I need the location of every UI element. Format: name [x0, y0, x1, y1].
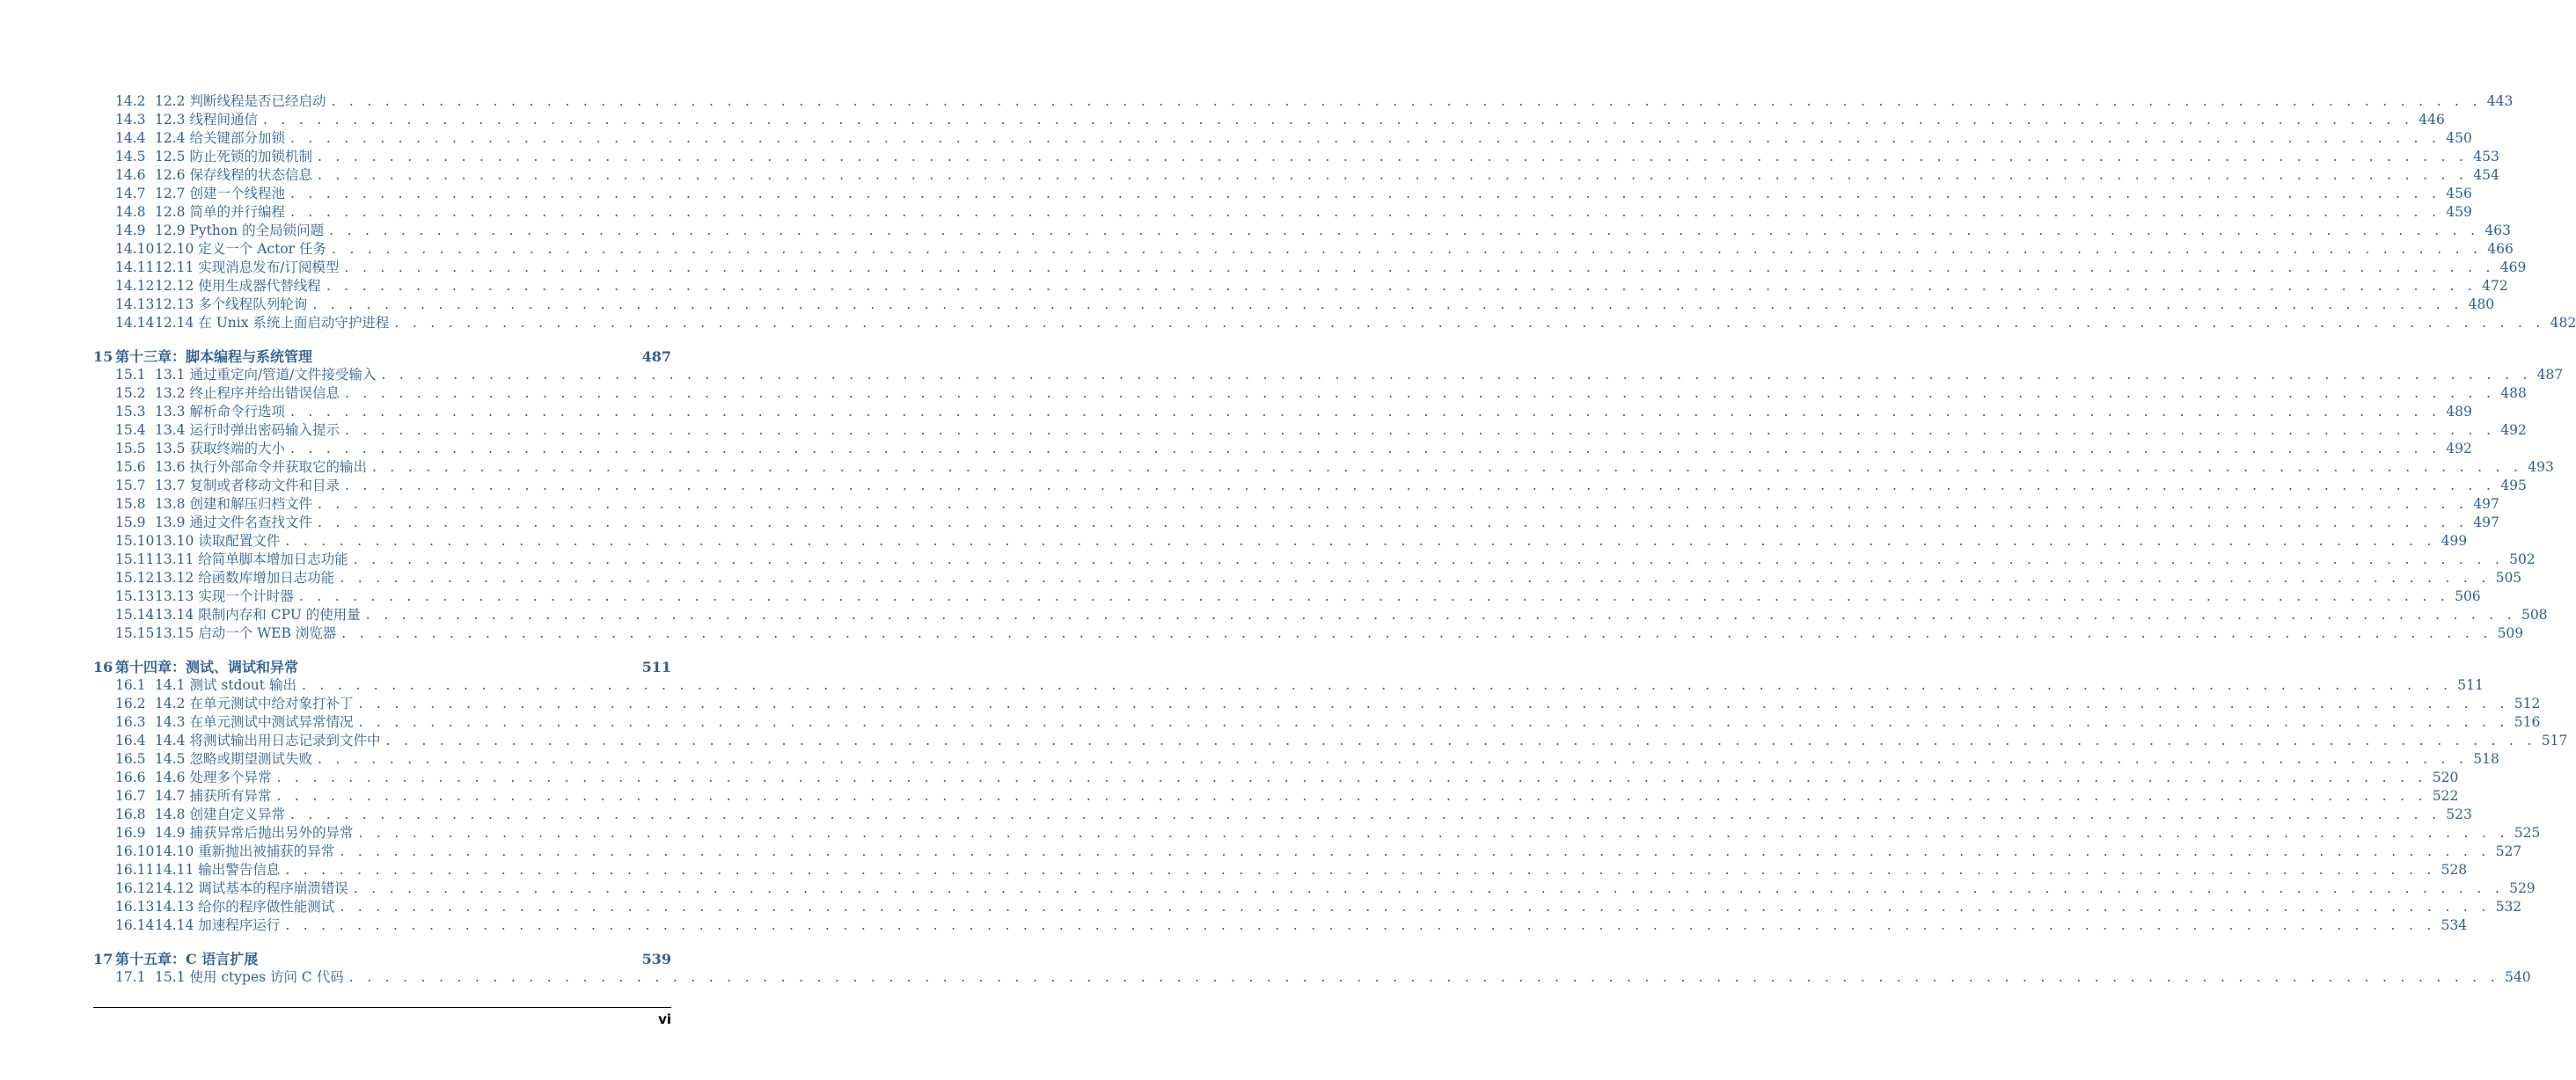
section-page[interactable]: 516	[2514, 714, 2541, 730]
toc-entry[interactable]	[93, 314, 2576, 332]
dot-leader: . . . . . . . . . . . . . . . . . . . . . . . . . . . . . . . . . . . . . . . . . . . . . . . . . . . . . . . . . . . . . . . . . . . . . . . . . . . . . . . . . . . . . . . . . . . . . . . . . . . . . . . . . . . . . . . . . . . . . . . .	[341, 625, 2492, 641]
dot-leader: . . . . . . . . . . . . . . . . . . . . . . . . . . . . . . . . . . . . . . . . . . . . . . . . . . . . . . . . . . . . . . . . . . . . . . . . . . . . . . . . . . . . . . . . . . . . . . . . . . . . . . . . . . . . . . . . . . . . . . . .	[340, 899, 2491, 915]
section-number: 16.8	[115, 806, 146, 822]
dot-leader: . . . . . . . . . . . . . . . . . . . . . . . . . . . . . . . . . . . . . . . . . . . . . . . . . . . . . . . . . . . . . . . . . . . . . . . . . . . . . . . . . . . . . . . . . . . . . . . . . . . . . . . . . . . . . . . . . . . . . . . .	[365, 607, 2516, 623]
section-title[interactable]: 12.13 多个线程队列轮询	[155, 296, 308, 312]
section-number: 15.4	[115, 422, 146, 438]
toc-entry[interactable]	[93, 750, 2499, 769]
section-page[interactable]: 492	[2500, 422, 2527, 438]
dot-leader: . . . . . . . . . . . . . . . . . . . . . . . . . . . . . . . . . . . . . . . . . . . . . . . . . . . . . . . . . . . . . . . . . . . . . . . . . . . . . . . . . . . . . . . . . . . . . . . . . . . . . . . . . . . . . . . . . . . . . . . .	[276, 788, 2427, 804]
section-page[interactable]: 509	[2497, 625, 2524, 641]
section-page[interactable]: 489	[2446, 404, 2472, 420]
toc-entry[interactable]	[93, 203, 2472, 222]
section-page[interactable]: 493	[2528, 459, 2554, 475]
toc-entry[interactable]	[93, 111, 2445, 129]
toc-entry[interactable]	[93, 129, 2472, 148]
section-number: 16.4	[115, 733, 146, 748]
section-number: 14.2	[115, 93, 146, 109]
section-number: 15.5	[115, 441, 146, 456]
section-page[interactable]: 497	[2473, 496, 2499, 512]
section-number: 16.12	[115, 880, 155, 896]
section-number: 17.1	[115, 969, 146, 985]
toc-entry[interactable]	[93, 695, 2541, 713]
section-title[interactable]: 14.6 处理多个异常	[155, 770, 272, 785]
section-title[interactable]: 12.3 线程间通信	[155, 112, 258, 128]
section-page[interactable]: 520	[2432, 770, 2459, 785]
section-number: 16.3	[115, 714, 146, 730]
section-page[interactable]: 522	[2432, 788, 2459, 804]
chapter-number: 15	[93, 348, 113, 365]
section-page[interactable]: 523	[2446, 806, 2472, 822]
section-page[interactable]: 532	[2495, 899, 2522, 915]
section-number: 14.13	[115, 296, 155, 312]
toc-chapter[interactable]	[93, 347, 671, 366]
section-title[interactable]: 13.10 读取配置文件	[155, 533, 281, 549]
dot-leader: . . . . . . . . . . . . . . . . . . . . . . . . . . . . . . . . . . . . . . . . . . . . . . . . . . . . . . . . . . . . . . . . . . . . . . . . . . . . . . . . . . . . . . . . . . . . . . . . . . . . . . . . . . . . . . . . . . . . . . . .	[340, 843, 2491, 859]
section-title[interactable]: 14.1 测试 stdout 输出	[155, 677, 296, 693]
section-page[interactable]: 527	[2495, 843, 2522, 859]
toc-entry[interactable]	[93, 477, 2527, 495]
section-title[interactable]: 13.11 给简单脚本增加日志功能	[155, 551, 348, 567]
dot-leader: . . . . . . . . . . . . . . . . . . . . . . . . . . . . . . . . . . . . . . . . . . . . . . . . . . . . . . . . . . . . . . . . . . . . . . . . . . . . . . . . . . . . . . . . . . . . . . . . . . . . . . . . . . . . . . . . . . . . . . . .	[317, 167, 2469, 183]
dot-leader: . . . . . . . . . . . . . . . . . . . . . . . . . . . . . . . . . . . . . . . . . . . . . . . . . . . . . . . . . . . . . . . . . . . . . . . . . . . . . . . . . . . . . . . . . . . . . . . . . . . . . . . . . . . . . . . . . . . . . . . .	[285, 917, 2436, 933]
toc-entry[interactable]	[93, 806, 2472, 824]
section-number: 15.15	[115, 625, 155, 641]
section-title[interactable]: 12.9 Python 的全局锁问题	[155, 223, 325, 238]
section-page[interactable]: 466	[2487, 241, 2514, 257]
toc-entry[interactable]	[93, 240, 2514, 259]
section-page[interactable]: 506	[2455, 588, 2481, 604]
section-number: 14.14	[115, 315, 155, 331]
section-page[interactable]: 454	[2473, 167, 2499, 183]
chapter-title[interactable]: 第十四章：测试、调试和异常	[115, 659, 299, 675]
section-title[interactable]: 12.2 判断线程是否已经启动	[155, 93, 326, 109]
section-page[interactable]: 443	[2486, 93, 2514, 109]
dot-leader: . . . . . . . . . . . . . . . . . . . . . . . . . . . . . . . . . . . . . . . . . . . . . . . . . . . . . . . . . . . . . . . . . . . . . . . . . . . . . . . . . . . . . . . . . . . . . . . . . . . . . . . . . . . . . . . . . . . . . . . .	[276, 770, 2427, 785]
dot-leader: . . . . . . . . . . . . . . . . . . . . . . . . . . . . . . . . . . . . . . . . . . . . . . . . . . . . . . . . . . . . . . . . . . . . . . . . . . . . . . . . . . . . . . . . . . . . . . . . . . . . . . . . . . . . . . . . . . . . . . . .	[371, 459, 2523, 475]
section-page[interactable]: 508	[2521, 607, 2548, 623]
dot-leader: . . . . . . . . . . . . . . . . . . . . . . . . . . . . . . . . . . . . . . . . . . . . . . . . . . . . . . . . . . . . . . . . . . . . . . . . . . . . . . . . . . . . . . . . . . . . . . . . . . . . . . . . . . . . . . . . . . . . . . . .	[394, 315, 2545, 331]
toc-entry[interactable]	[93, 458, 2554, 477]
dot-leader: . . . . . . . . . . . . . . . . . . . . . . . . . . . . . . . . . . . . . . . . . . . . . . . . . . . . . . . . . . . . . . . . . . . . . . . . . . . . . . . . . . . . . . . . . . . . . . . . . . . . . . . . . . . . . . . . . . . . . . . .	[317, 751, 2469, 767]
toc-entry[interactable]	[93, 185, 2472, 203]
section-number: 15.13	[115, 588, 155, 604]
section-page[interactable]: 446	[2419, 112, 2445, 128]
section-title[interactable]: 13.3 解析命令行选项	[155, 404, 285, 420]
toc-entry[interactable]	[93, 898, 2522, 916]
section-title[interactable]: 14.8 创建自定义异常	[155, 806, 285, 822]
section-number: 14.9	[115, 223, 146, 238]
section-title[interactable]: 13.8 创建和解压归档文件	[155, 496, 312, 512]
toc-entry[interactable]	[93, 587, 2481, 606]
dot-leader: . . . . . . . . . . . . . . . . . . . . . . . . . . . . . . . . . . . . . . . . . . . . . . . . . . . . . . . . . . . . . . . . . . . . . . . . . . . . . . . . . . . . . . . . . . . . . . . . . . . . . . . . . . . . . . . . . . . . . . . .	[348, 969, 2499, 985]
section-title[interactable]: 12.6 保存线程的状态信息	[155, 167, 312, 183]
dot-leader: . . . . . . . . . . . . . . . . . . . . . . . . . . . . . . . . . . . . . . . . . . . . . . . . . . . . . . . . . . . . . . . . . . . . . . . . . . . . . . . . . . . . . . . . . . . . . . . . . . . . . . . . . . . . . . . . . . . . . . . .	[285, 862, 2436, 878]
chapter-number: 17	[93, 951, 113, 967]
toc-entry[interactable]	[93, 166, 2499, 185]
section-number: 14.12	[115, 278, 155, 294]
dot-leader: . . . . . . . . . . . . . . . . . . . . . . . . . . . . . . . . . . . . . . . . . . . . . . . . . . . . . . . . . . . . . . . . . . . . . . . . . . . . . . . . . . . . . . . . . . . . . . . . . . . . . . . . . . . . . . . . . . . . . . . .	[289, 441, 2441, 456]
toc-entry[interactable]	[93, 296, 2495, 314]
dot-leader: . . . . . . . . . . . . . . . . . . . . . . . . . . . . . . . . . . . . . . . . . . . . . . . . . . . . . . . . . . . . . . . . . . . . . . . . . . . . . . . . . . . . . . . . . . . . . . . . . . . . . . . . . . . . . . . . . . . . . . . .	[344, 259, 2495, 275]
toc-entry[interactable]	[93, 148, 2499, 166]
dot-leader: . . . . . . . . . . . . . . . . . . . . . . . . . . . . . . . . . . . . . . . . . . . . . . . . . . . . . . . . . . . . . . . . . . . . . . . . . . . . . . . . . . . . . . . . . . . . . . . . . . . . . . . . . . . . . . . . . . . . . . . .	[332, 241, 2483, 257]
dot-leader: . . . . . . . . . . . . . . . . . . . . . . . . . . . . . . . . . . . . . . . . . . . . . . . . . . . . . . . . . . . . . . . . . . . . . . . . . . . . . . . . . . . . . . . . . . . . . . . . . . . . . . . . . . . . . . . . . . . . . . . .	[329, 223, 2480, 238]
section-page[interactable]: 497	[2473, 514, 2499, 530]
dot-leader: . . . . . . . . . . . . . . . . . . . . . . . . . . . . . . . . . . . . . . . . . . . . . . . . . . . . . . . . . . . . . . . . . . . . . . . . . . . . . . . . . . . . . . . . . . . . . . . . . . . . . . . . . . . . . . . . . . . . . . . .	[385, 733, 2536, 748]
dot-leader: . . . . . . . . . . . . . . . . . . . . . . . . . . . . . . . . . . . . . . . . . . . . . . . . . . . . . . . . . . . . . . . . . . . . . . . . . . . . . . . . . . . . . . . . . . . . . . . . . . . . . . . . . . . . . . . . . . . . . . . .	[262, 112, 2414, 128]
section-number: 16.6	[115, 770, 146, 785]
section-number: 15.11	[115, 551, 155, 567]
dot-leader: . . . . . . . . . . . . . . . . . . . . . . . . . . . . . . . . . . . . . . . . . . . . . . . . . . . . . . . . . . . . . . . . . . . . . . . . . . . . . . . . . . . . . . . . . . . . . . . . . . . . . . . . . . . . . . . . . . . . . . . .	[317, 496, 2469, 512]
toc-entry[interactable]	[93, 277, 2508, 296]
dot-leader: . . . . . . . . . . . . . . . . . . . . . . . . . . . . . . . . . . . . . . . . . . . . . . . . . . . . . . . . . . . . . . . . . . . . . . . . . . . . . . . . . . . . . . . . . . . . . . . . . . . . . . . . . . . . . . . . . . . . . . . .	[358, 825, 2509, 841]
toc-entry[interactable]	[93, 551, 2536, 569]
toc-entry[interactable]	[93, 769, 2459, 787]
toc-entry[interactable]	[93, 676, 2484, 695]
section-number: 14.3	[115, 112, 146, 128]
section-title[interactable]: 13.9 通过文件名查找文件	[155, 514, 312, 530]
section-title[interactable]: 13.5 获取终端的大小	[155, 441, 285, 456]
section-title[interactable]: 14.12 调试基本的程序崩溃错误	[155, 880, 348, 896]
dot-leader: . . . . . . . . . . . . . . . . . . . . . . . . . . . . . . . . . . . . . . . . . . . . . . . . . . . . . . . . . . . . . . . . . . . . . . . . . . . . . . . . . . . . . . . . . . . . . . . . . . . . . . . . . . . . . . . . . . . . . . . .	[289, 806, 2441, 822]
dot-leader: . . . . . . . . . . . . . . . . . . . . . . . . . . . . . . . . . . . . . . . . . . . . . . . . . . . . . . . . . . . . . . . . . . . . . . . . . . . . . . . . . . . . . . . . . . . . . . . . . . . . . . . . . . . . . . . . . . . . . . . .	[289, 186, 2441, 201]
section-page[interactable]: 453	[2473, 149, 2499, 164]
section-page[interactable]: 525	[2514, 825, 2541, 841]
toc-entry[interactable]	[93, 532, 2468, 551]
chapter-page[interactable]: 487	[641, 348, 671, 365]
dot-leader: . . . . . . . . . . . . . . . . . . . . . . . . . . . . . . . . . . . . . . . . . . . . . . . . . . . . . . . . . . . . . . . . . . . . . . . . . . . . . . . . . . . . . . . . . . . . . . . . . . . . . . . . . . . . . . . . . . . . . . . .	[289, 404, 2441, 420]
dot-leader: . . . . . . . . . . . . . . . . . . . . . . . . . . . . . . . . . . . . . . . . . . . . . . . . . . . . . . . . . . . . . . . . . . . . . . . . . . . . . . . . . . . . . . . . . . . . . . . . . . . . . . . . . . . . . . . . . . . . . . . .	[317, 514, 2469, 530]
section-page[interactable]: 456	[2446, 186, 2472, 201]
section-page[interactable]: 488	[2500, 385, 2527, 401]
section-page[interactable]: 512	[2514, 696, 2541, 711]
toc-entry[interactable]	[93, 366, 2564, 384]
dot-leader: . . . . . . . . . . . . . . . . . . . . . . . . . . . . . . . . . . . . . . . . . . . . . . . . . . . . . . . . . . . . . . . . . . . . . . . . . . . . . . . . . . . . . . . . . . . . . . . . . . . . . . . . . . . . . . . . . . . . . . . .	[326, 278, 2477, 294]
toc-entry[interactable]	[93, 861, 2468, 879]
section-number: 16.10	[115, 843, 155, 859]
section-title[interactable]: 13.13 实现一个计时器	[155, 588, 294, 604]
section-page[interactable]: 472	[2482, 278, 2508, 294]
footer-rule	[93, 1007, 671, 1008]
section-number: 16.9	[115, 825, 146, 841]
toc-entry[interactable]	[93, 514, 2499, 532]
chapter-title[interactable]: 第十五章：C 语言扩展	[115, 951, 259, 967]
section-title[interactable]: 13.15 启动一个 WEB 浏览器	[155, 625, 337, 641]
section-title[interactable]: 13.14 限制内存和 CPU 的使用量	[155, 607, 361, 623]
section-title[interactable]: 14.11 输出警告信息	[155, 862, 281, 878]
section-title[interactable]: 14.10 重新抛出被捕获的异常	[155, 843, 335, 859]
section-number: 16.13	[115, 899, 155, 915]
section-title[interactable]: 12.7 创建一个线程池	[155, 186, 285, 201]
section-number: 16.5	[115, 751, 146, 767]
section-number: 14.6	[115, 167, 146, 183]
section-number: 16.11	[115, 862, 155, 878]
dot-leader: . . . . . . . . . . . . . . . . . . . . . . . . . . . . . . . . . . . . . . . . . . . . . . . . . . . . . . . . . . . . . . . . . . . . . . . . . . . . . . . . . . . . . . . . . . . . . . . . . . . . . . . . . . . . . . . . . . . . . . . .	[353, 880, 2505, 896]
dot-leader: . . . . . . . . . . . . . . . . . . . . . . . . . . . . . . . . . . . . . . . . . . . . . . . . . . . . . . . . . . . . . . . . . . . . . . . . . . . . . . . . . . . . . . . . . . . . . . . . . . . . . . . . . . . . . . . . . . . . . . . .	[312, 296, 2463, 312]
toc-entry[interactable]	[93, 606, 2548, 624]
dot-leader: . . . . . . . . . . . . . . . . . . . . . . . . . . . . . . . . . . . . . . . . . . . . . . . . . . . . . . . . . . . . . . . . . . . . . . . . . . . . . . . . . . . . . . . . . . . . . . . . . . . . . . . . . . . . . . . . . . . . . . . .	[344, 385, 2496, 401]
toc-entry[interactable]	[93, 384, 2527, 403]
toc-entry[interactable]	[93, 421, 2527, 440]
section-title[interactable]: 12.14 在 Unix 系统上面启动守护进程	[155, 315, 390, 331]
toc-entry[interactable]	[93, 440, 2472, 458]
toc-entry[interactable]	[93, 222, 2511, 240]
section-title[interactable]: 13.6 执行外部命令并获取它的输出	[155, 459, 367, 475]
section-page[interactable]: 529	[2509, 880, 2536, 896]
section-page[interactable]: 469	[2499, 259, 2527, 275]
toc-entry[interactable]	[93, 916, 2468, 935]
toc-chapter[interactable]	[93, 950, 671, 968]
dot-leader: . . . . . . . . . . . . . . . . . . . . . . . . . . . . . . . . . . . . . . . . . . . . . . . . . . . . . . . . . . . . . . . . . . . . . . . . . . . . . . . . . . . . . . . . . . . . . . . . . . . . . . . . . . . . . . . . . . . . . . . .	[358, 714, 2509, 730]
section-number: 16.7	[115, 788, 146, 804]
dot-leader: . . . . . . . . . . . . . . . . . . . . . . . . . . . . . . . . . . . . . . . . . . . . . . . . . . . . . . . . . . . . . . . . . . . . . . . . . . . . . . . . . . . . . . . . . . . . . . . . . . . . . . . . . . . . . . . . . . . . . . . .	[317, 149, 2469, 164]
dot-leader: . . . . . . . . . . . . . . . . . . . . . . . . . . . . . . . . . . . . . . . . . . . . . . . . . . . . . . . . . . . . . . . . . . . . . . . . . . . . . . . . . . . . . . . . . . . . . . . . . . . . . . . . . . . . . . . . . . . . . . . .	[289, 130, 2441, 146]
section-number: 16.14	[115, 917, 155, 933]
section-page[interactable]: 502	[2509, 551, 2536, 567]
section-title[interactable]: 14.7 捕获所有异常	[155, 788, 272, 804]
section-title[interactable]: 14.14 加速程序运行	[155, 917, 281, 933]
section-number: 14.5	[115, 149, 146, 164]
toc-chapter[interactable]	[93, 658, 671, 676]
section-title[interactable]: 13.1 通过重定向/管道/文件接受输入	[155, 367, 377, 383]
dot-leader: . . . . . . . . . . . . . . . . . . . . . . . . . . . . . . . . . . . . . . . . . . . . . . . . . . . . . . . . . . . . . . . . . . . . . . . . . . . . . . . . . . . . . . . . . . . . . . . . . . . . . . . . . . . . . . . . . . . . . . . .	[301, 677, 2453, 693]
toc-entry[interactable]	[93, 968, 2531, 987]
toc-entry[interactable]	[93, 259, 2527, 277]
section-number: 15.7	[115, 478, 146, 493]
section-page[interactable]: 505	[2495, 570, 2522, 586]
toc-entry[interactable]	[93, 624, 2524, 643]
section-title[interactable]: 14.2 在单元测试中给对象打补丁	[155, 696, 354, 711]
section-title[interactable]: 14.9 捕获异常后抛出另外的异常	[155, 825, 354, 841]
section-page[interactable]: 511	[2457, 677, 2484, 693]
toc-entry[interactable]	[93, 495, 2499, 514]
chapter-title[interactable]: 第十三章：脚本编程与系统管理	[115, 348, 313, 365]
table-of-contents	[93, 92, 2576, 987]
section-number: 14.11	[115, 259, 155, 275]
section-page[interactable]: 450	[2446, 130, 2472, 146]
section-number: 15.12	[115, 570, 155, 586]
dot-leader: . . . . . . . . . . . . . . . . . . . . . . . . . . . . . . . . . . . . . . . . . . . . . . . . . . . . . . . . . . . . . . . . . . . . . . . . . . . . . . . . . . . . . . . . . . . . . . . . . . . . . . . . . . . . . . . . . . . . . . . .	[344, 422, 2496, 438]
section-number: 15.9	[115, 514, 146, 530]
section-number: 15.10	[115, 533, 155, 549]
section-title[interactable]: 13.12 给函数库增加日志功能	[155, 570, 335, 586]
toc-entry[interactable]	[93, 92, 2514, 111]
toc-entry[interactable]	[93, 879, 2536, 898]
section-page[interactable]: 480	[2468, 296, 2495, 312]
section-number: 14.10	[115, 241, 155, 257]
section-number: 16.1	[115, 677, 146, 693]
section-title[interactable]: 12.10 定义一个 Actor 任务	[155, 241, 326, 257]
toc-entry[interactable]	[93, 824, 2541, 843]
section-page[interactable]: 528	[2441, 862, 2468, 878]
section-number: 15.6	[115, 459, 146, 475]
section-title[interactable]: 14.3 在单元测试中测试异常情况	[155, 714, 354, 730]
section-page[interactable]: 492	[2446, 441, 2472, 456]
section-number: 14.8	[115, 204, 146, 220]
section-number: 14.7	[115, 186, 146, 201]
section-title[interactable]: 13.2 终止程序并给出错误信息	[155, 385, 340, 401]
section-title[interactable]: 13.4 运行时弹出密码输入提示	[155, 422, 340, 438]
section-number: 15.1	[115, 367, 146, 383]
chapter-page[interactable]: 511	[641, 659, 671, 675]
dot-leader: . . . . . . . . . . . . . . . . . . . . . . . . . . . . . . . . . . . . . . . . . . . . . . . . . . . . . . . . . . . . . . . . . . . . . . . . . . . . . . . . . . . . . . . . . . . . . . . . . . . . . . . . . . . . . . . . . . . . . . . .	[358, 696, 2509, 711]
section-page[interactable]: 518	[2473, 751, 2499, 767]
dot-leader: . . . . . . . . . . . . . . . . . . . . . . . . . . . . . . . . . . . . . . . . . . . . . . . . . . . . . . . . . . . . . . . . . . . . . . . . . . . . . . . . . . . . . . . . . . . . . . . . . . . . . . . . . . . . . . . . . . . . . . . .	[285, 533, 2436, 549]
dot-leader: . . . . . . . . . . . . . . . . . . . . . . . . . . . . . . . . . . . . . . . . . . . . . . . . . . . . . . . . . . . . . . . . . . . . . . . . . . . . . . . . . . . . . . . . . . . . . . . . . . . . . . . . . . . . . . . . . . . . . . . .	[340, 570, 2491, 586]
toc-entry[interactable]	[93, 843, 2522, 861]
section-title[interactable]: 15.1 使用 ctypes 访问 C 代码	[155, 969, 344, 985]
toc-entry[interactable]	[93, 403, 2472, 421]
toc-entry[interactable]	[93, 569, 2522, 587]
section-title[interactable]: 12.4 给关键部分加锁	[155, 130, 285, 146]
section-page[interactable]: 495	[2500, 478, 2527, 493]
section-title[interactable]: 13.7 复制或者移动文件和目录	[155, 478, 340, 493]
section-title[interactable]: 14.13 给你的程序做性能测试	[155, 899, 335, 915]
dot-leader: . . . . . . . . . . . . . . . . . . . . . . . . . . . . . . . . . . . . . . . . . . . . . . . . . . . . . . . . . . . . . . . . . . . . . . . . . . . . . . . . . . . . . . . . . . . . . . . . . . . . . . . . . . . . . . . . . . . . . . . .	[331, 93, 2482, 109]
toc-entry[interactable]	[93, 732, 2568, 750]
section-title[interactable]: 14.4 将测试输出用日志记录到文件中	[155, 733, 381, 748]
section-page[interactable]: 499	[2441, 533, 2468, 549]
dot-leader: . . . . . . . . . . . . . . . . . . . . . . . . . . . . . . . . . . . . . . . . . . . . . . . . . . . . . . . . . . . . . . . . . . . . . . . . . . . . . . . . . . . . . . . . . . . . . . . . . . . . . . . . . . . . . . . . . . . . . . . .	[353, 551, 2505, 567]
dot-leader: . . . . . . . . . . . . . . . . . . . . . . . . . . . . . . . . . . . . . . . . . . . . . . . . . . . . . . . . . . . . . . . . . . . . . . . . . . . . . . . . . . . . . . . . . . . . . . . . . . . . . . . . . . . . . . . . . . . . . . . .	[381, 367, 2532, 383]
section-number: 15.3	[115, 404, 146, 420]
section-page[interactable]: 517	[2541, 733, 2568, 748]
section-page[interactable]: 534	[2441, 917, 2468, 933]
chapter-page[interactable]: 539	[641, 951, 671, 967]
dot-leader: . . . . . . . . . . . . . . . . . . . . . . . . . . . . . . . . . . . . . . . . . . . . . . . . . . . . . . . . . . . . . . . . . . . . . . . . . . . . . . . . . . . . . . . . . . . . . . . . . . . . . . . . . . . . . . . . . . . . . . . .	[344, 478, 2496, 493]
chapter-number: 16	[93, 659, 113, 675]
section-title[interactable]: 12.11 实现消息发布/订阅模型	[155, 259, 340, 275]
section-page[interactable]: 540	[2505, 969, 2531, 985]
section-page[interactable]: 459	[2446, 204, 2472, 220]
section-number: 14.4	[115, 130, 146, 146]
section-title[interactable]: 12.12 使用生成器代替线程	[155, 278, 321, 294]
dot-leader: . . . . . . . . . . . . . . . . . . . . . . . . . . . . . . . . . . . . . . . . . . . . . . . . . . . . . . . . . . . . . . . . . . . . . . . . . . . . . . . . . . . . . . . . . . . . . . . . . . . . . . . . . . . . . . . . . . . . . . . .	[289, 204, 2441, 220]
section-title[interactable]: 12.8 简单的并行编程	[155, 204, 285, 220]
section-title[interactable]: 12.5 防止死锁的加锁机制	[155, 149, 312, 164]
section-number: 15.2	[115, 385, 146, 401]
page-number: vi	[658, 1011, 671, 1027]
toc-entry[interactable]	[93, 787, 2459, 806]
section-number: 15.14	[115, 607, 155, 623]
section-title[interactable]: 14.5 忽略或期望测试失败	[155, 751, 312, 767]
section-number: 16.2	[115, 696, 146, 711]
section-page[interactable]: 482	[2550, 315, 2576, 331]
section-number: 15.8	[115, 496, 146, 512]
section-page[interactable]: 487	[2536, 367, 2564, 383]
dot-leader: . . . . . . . . . . . . . . . . . . . . . . . . . . . . . . . . . . . . . . . . . . . . . . . . . . . . . . . . . . . . . . . . . . . . . . . . . . . . . . . . . . . . . . . . . . . . . . . . . . . . . . . . . . . . . . . . . . . . . . . .	[298, 588, 2450, 604]
toc-entry[interactable]	[93, 713, 2541, 732]
section-page[interactable]: 463	[2485, 223, 2511, 238]
